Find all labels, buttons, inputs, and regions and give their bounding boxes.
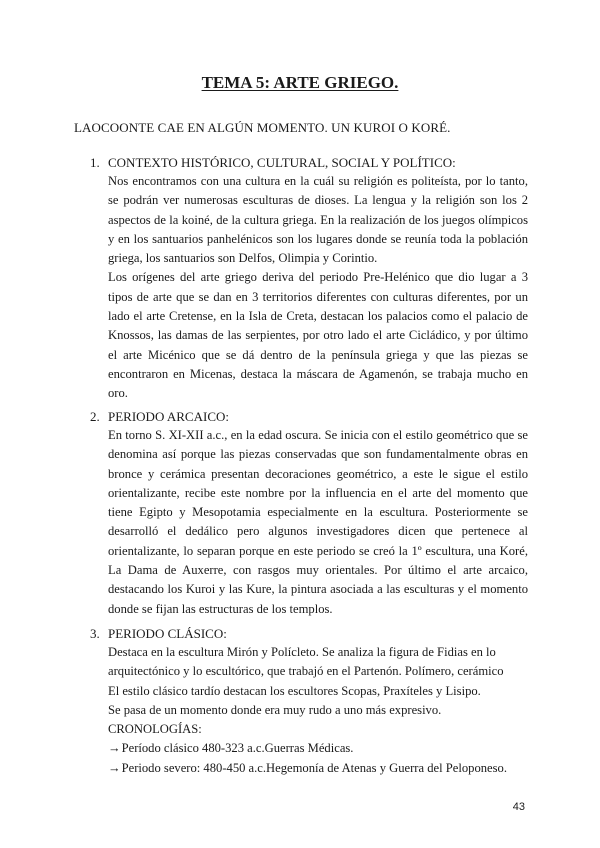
section-heading [90, 625, 600, 643]
arrow-right-icon: → [108, 741, 121, 756]
chronology-text: Período clásico 480-323 a.c.Guerras Médicas. [121, 741, 354, 756]
text-line: Destaca en la escultura Mirón y Polícleto. Se analiza la figura de Fidias en lo [108, 645, 496, 659]
text-line: El estilo clásico tardío destacan los escultores Scopas, Praxíteles y Lisipo. [108, 683, 481, 698]
page-number: 43 [512, 801, 525, 813]
section-archaic [0, 408, 600, 619]
section-heading [90, 408, 600, 426]
section-title: PERIODO CLÁSICO: [108, 626, 227, 641]
text-line: arquitectónico y lo escultórico, que trabajó en el Partenón. Polímero, cerámico [108, 664, 504, 679]
chronologies-heading: CRONOLOGÍAS: [108, 722, 202, 737]
section-number: 1. [90, 155, 100, 170]
section-body [108, 426, 528, 619]
chronology-text: Periodo severo: 480-450 a.c.Hegemonía de Atenas y Guerra del Peloponeso. [121, 760, 507, 775]
section-heading [90, 154, 600, 172]
page-title: TEMA 5: ARTE GRIEGO. [201, 73, 399, 92]
paragraph: Los orígenes del arte griego deriva del periodo Pre-Helénico que dio lugar a 3 tipos de arte que se dan en 3 territorios diferentes con culturas diferentes, por un lado el arte Cretense, en la Isla de Creta, destacan los palacios como el palacio de Knossos, las damas de las serpientes, por otro lado el arte Cicládico, y por último el arte Micénico que se dá dentro de la península griega y que las piezas se encontraron en Micenas, destaca la máscara de Agamenón, se trabaja mucho en oro. [108, 270, 528, 401]
section-title: CONTEXTO HISTÓRICO, CULTURAL, SOCIAL Y POLÍTICO: [108, 155, 456, 170]
text-line: Se pasa de un momento donde era muy rudo a uno más expresivo. [108, 702, 442, 717]
arrow-right-icon: → [108, 760, 121, 775]
section-context [0, 154, 600, 404]
section-title: PERIODO ARCAICO: [108, 409, 229, 424]
page-subtitle: LAOCOONTE CAE EN ALGÚN MOMENTO. UN KUROI O KORÉ. [74, 120, 451, 135]
section-number: 2. [90, 409, 100, 424]
section-body [108, 643, 528, 778]
paragraph: En torno S. XI-XII a.c., en la edad oscura. Se inicia con el estilo geométrico que se denomina así porque las piezas conservadas que son fundamentalmente obras en bronce y cerámica presentan decoraciones geométrico, a este le sigue el estilo orientalizante, recibe este nombre por la influencia en el arte del momento que tiene Egipto y Mesopotamia especialmente en la escultura. Posteriormente se desarrolló el dedálico pero algunos investigadores dicen que pertenece al orientalizante, lo separan porque en este periodo se creó la 1º escultura, una Koré, La Dama de Auxerre, con rasgos muy orientales. Por último el arte arcaico, destacando los Kuroi y las Kure, la pintura asociada a las esculturas y el momento donde se fijan las estructuras de los templos. [108, 428, 528, 616]
section-classical [0, 625, 600, 778]
section-body [108, 172, 528, 404]
paragraph: Nos encontramos con una cultura en la cuál su religión es politeísta, por lo tanto, se podrán ver numerosas esculturas de dioses. La lengua y la religión son los 2 aspectos de la koiné, de la cultura griega. En la realización de los juegos olímpicos y en los santuarios panhelénicos son los lugares donde se reunía toda la población griega, los santuarios son Delfos, Olimpia y Corintio. [108, 174, 528, 266]
section-number: 3. [90, 626, 100, 641]
chronology-item [108, 759, 528, 778]
chronology-item [108, 739, 528, 758]
